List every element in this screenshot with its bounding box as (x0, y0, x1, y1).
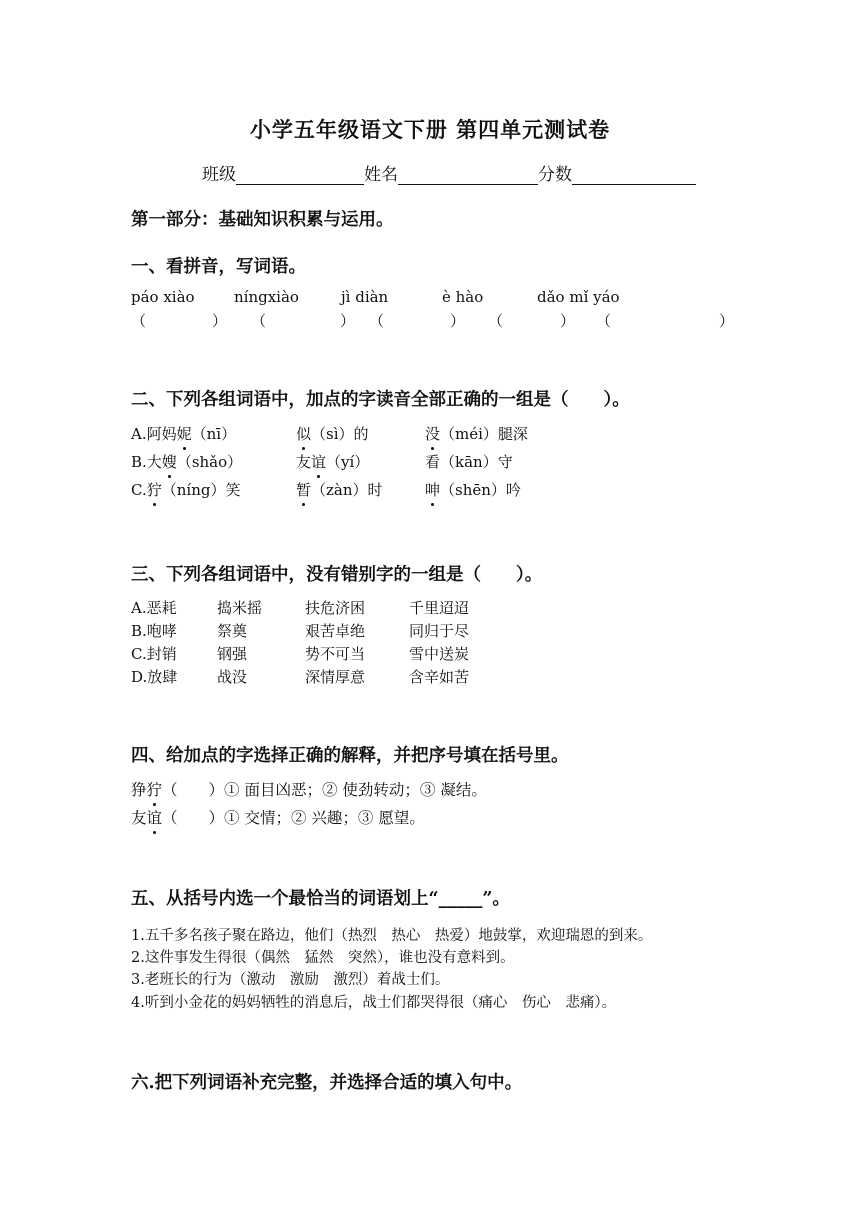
option-text: C. (131, 481, 147, 499)
option-text: （nī） (191, 425, 237, 443)
option-text: （yí） (326, 453, 370, 471)
answer-bracket-4-close: ） (560, 312, 576, 330)
answer-bracket-5-open: （ (596, 312, 612, 330)
pinyin-2: níngxiào (234, 288, 299, 306)
q5-heading: 五、从括号内选一个最恰当的词语划上“_____”。 (131, 889, 510, 909)
q2-option-b (131, 451, 513, 472)
q3-option-c (131, 643, 469, 664)
word: 捣米摇 (217, 599, 263, 617)
score-blank[interactable] (572, 164, 696, 185)
option-text: 友 (296, 453, 312, 471)
option-text: B.大 (131, 453, 162, 471)
q3-option-b (131, 620, 469, 641)
q2-heading: 二、下列各组词语中，加点的字读音全部正确的一组是（ ）。 (131, 390, 630, 410)
option-text: 看 (425, 453, 441, 471)
q4-item-2 (131, 806, 425, 828)
item-text: （ ）① 交情；② 兴趣；③ 愿望。 (162, 809, 425, 827)
dotted-char: 狞 (146, 481, 162, 499)
name-blank[interactable] (398, 164, 538, 185)
option-text: （shēn）吟 (440, 481, 521, 499)
pinyin-1: páo xiào (131, 288, 195, 306)
word: 深情厚意 (305, 668, 366, 686)
option-text: （zàn）时 (311, 481, 383, 499)
part1-heading: 第一部分：基础知识积累与运用。 (131, 210, 394, 230)
answer-bracket-3-close: ） (450, 312, 466, 330)
class-blank[interactable] (236, 164, 364, 185)
answer-bracket-5-close: ） (719, 312, 735, 330)
word: B.咆哮 (131, 622, 177, 640)
dotted-char: 妮 (176, 425, 192, 443)
item-text: （ ）① 面目凶恶；② 使劲转动；③ 凝结。 (162, 781, 487, 799)
dotted-char: 暂 (296, 481, 312, 499)
pinyin-3: jì diàn (341, 288, 389, 306)
word: C.封销 (131, 645, 177, 663)
pinyin-5: dǎo mǐ yáo (537, 288, 620, 306)
q2-option-c (131, 479, 521, 500)
word: 战没 (217, 668, 248, 686)
q3-option-a (131, 597, 469, 618)
score-label: 分数 (538, 165, 572, 185)
name-label: 姓名 (364, 165, 398, 185)
q4-item-1 (131, 778, 487, 800)
dotted-char: 谊 (311, 453, 327, 471)
item-text: 狰 (131, 781, 147, 799)
option-text: （níng）笑 (161, 481, 241, 499)
word: 含辛如苦 (409, 668, 470, 686)
word: 千里迢迢 (409, 599, 470, 617)
word: D.放肆 (131, 668, 178, 686)
q5-item-3: 3.老班长的行为（激动 激励 激烈）着战士们。 (131, 972, 450, 988)
word: 势不可当 (305, 645, 366, 663)
q3-heading: 三、下列各组词语中，没有错别字的一组是（ ）。 (131, 565, 543, 585)
option-text: （shǎo） (176, 453, 243, 471)
page-title: 小学五年级语文下册 第四单元测试卷 (249, 117, 611, 142)
word: 祭奠 (217, 622, 248, 640)
answer-bracket-2-open: （ (251, 312, 267, 330)
answer-bracket-1-open: （ (131, 312, 147, 330)
word: 雪中送炭 (409, 645, 470, 663)
q5-item-4: 4.听到小金花的妈妈牺牲的消息后，战士们都哭得很（痛心 伤心 悲痛）。 (131, 995, 617, 1011)
dotted-char: 谊 (147, 806, 163, 828)
dotted-char: 狞 (147, 778, 163, 800)
q3-option-d (131, 666, 469, 687)
answer-bracket-4-open: （ (488, 312, 504, 330)
option-text: （méi）腿深 (440, 425, 528, 443)
dotted-char: 呻 (425, 481, 441, 499)
option-text: A.阿妈 (131, 425, 177, 443)
word: 同归于尽 (409, 622, 470, 640)
q5-item-1: 1.五千多名孩子聚在路边，他们（热烈 热心 热爱）地鼓掌，欢迎瑞恩的到来。 (131, 928, 653, 944)
answer-bracket-2-close: ） (340, 312, 356, 330)
student-info-line (202, 160, 696, 185)
dotted-char: 嫂 (161, 453, 177, 471)
word: A.恶耗 (131, 599, 177, 617)
item-text: 友 (131, 809, 147, 827)
q2-option-a (131, 423, 528, 444)
word: 扶危济困 (305, 599, 366, 617)
pinyin-4: è hào (442, 288, 484, 306)
option-text: （sì）的 (311, 425, 369, 443)
q1-heading: 一、看拼音，写词语。 (131, 257, 306, 277)
q4-heading: 四、给加点的字选择正确的解释，并把序号填在括号里。 (131, 746, 569, 766)
word: 钢强 (217, 645, 248, 663)
class-label: 班级 (202, 165, 236, 185)
answer-bracket-3-open: （ (369, 312, 385, 330)
dotted-char: 没 (425, 425, 441, 443)
q5-item-2: 2.这件事发生得很（偶然 猛然 突然），谁也没有意料到。 (131, 950, 515, 966)
q6-heading: 六.把下列词语补充完整，并选择合适的填入句中。 (131, 1073, 523, 1093)
word: 艰苦卓绝 (305, 622, 366, 640)
option-text: （kān）守 (440, 453, 513, 471)
dotted-char: 似 (296, 425, 312, 443)
answer-bracket-1-close: ） (212, 312, 228, 330)
